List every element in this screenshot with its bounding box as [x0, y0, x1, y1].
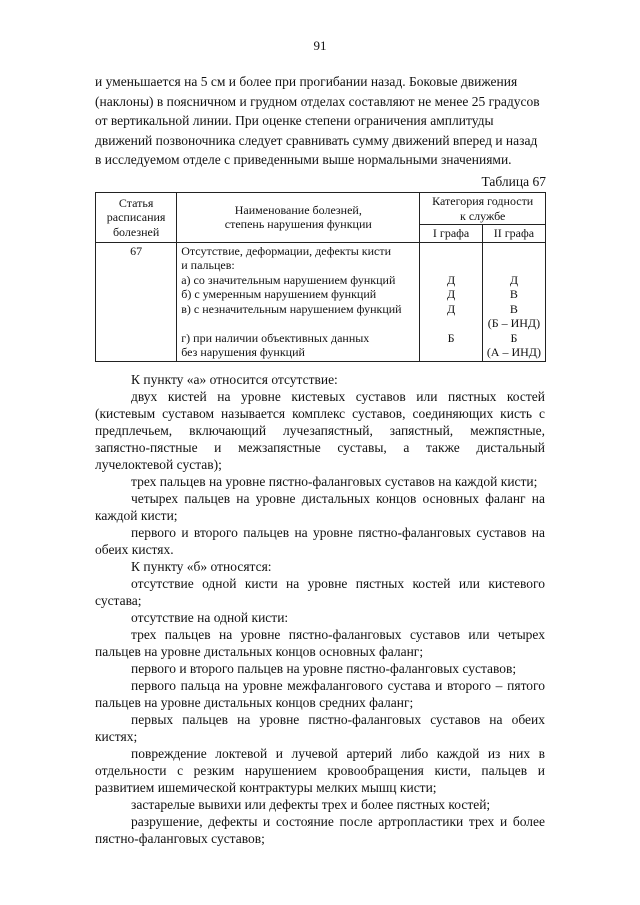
col1-line: [424, 345, 477, 360]
header-category: [420, 193, 546, 225]
col2-line: В: [509, 287, 518, 301]
col1-line: [424, 258, 477, 273]
intro-line: (наклоны) в поясничном и грудном отделах составляют не менее 25 градусов: [95, 93, 540, 109]
table-caption: Таблица 67: [481, 174, 546, 189]
header-article-line: Статья: [118, 195, 154, 210]
paragraph: разрушение, дефекты и состояние после артропластики трех и более пястно-фаланговых суставов;: [95, 814, 545, 846]
header-article-line: расписания: [106, 210, 166, 224]
header-name: [177, 193, 420, 243]
header-category-line: Категория годности: [432, 194, 534, 208]
col1-line: [424, 244, 477, 259]
table-row: [96, 242, 546, 361]
body-text: [95, 371, 545, 847]
header-article-line: болезней: [112, 224, 160, 239]
paragraph: трех пальцев на уровне пястно-фаланговых суставов на каждой кисти;: [131, 474, 538, 489]
cell-col1: [420, 242, 482, 361]
intro-line: движений позвоночника следует сравнивать сумму движений вперед и назад: [95, 132, 538, 148]
intro-line: от вертикальной линии. При оценке степени ограничения амплитуды: [95, 113, 494, 128]
name-line: Отсутствие, деформации, дефекты кисти: [181, 243, 392, 258]
paragraph: отсутствие на одной кисти:: [131, 610, 289, 625]
paragraph: повреждение локтевой и лучевой артерий либо каждой из них в отдельности с резким нарушением кровообращения кисти, пальцев и развитием ишемической контрактуры мелких мышц кисти;: [95, 746, 545, 795]
col1-line: Д: [447, 287, 456, 301]
col1-line: Б: [447, 330, 455, 345]
name-line: и пальцев:: [181, 258, 235, 272]
col1-line: Д: [447, 272, 456, 287]
header-category-line: к службе: [459, 208, 506, 223]
paragraph: четырех пальцев на уровне дистальных концов основных фаланг на каждой кисти;: [95, 491, 545, 523]
name-line: [181, 316, 415, 331]
intro-line: в исследуемом отделе с приведенными выше нормальными значениями.: [95, 152, 512, 167]
col2-line: (Б – ИНД): [487, 316, 541, 330]
cell-col2: [482, 242, 545, 361]
col2-line: [487, 244, 541, 259]
name-line: в) с незначительным нарушением функций: [181, 301, 402, 316]
paragraph: первых пальцев на уровне пястно-фаланговых суставов на обеих кистях;: [95, 712, 545, 744]
col2-line: Д: [509, 272, 518, 287]
intro-paragraph: [95, 72, 545, 170]
paragraph: первого и второго пальцев на уровне пястно-фаланговых суставов;: [131, 661, 517, 676]
page-number: 91: [313, 38, 327, 53]
paragraph: первого и второго пальцев на уровне пястно-фаланговых суставов на обеих кистях.: [95, 525, 545, 557]
col1-line: Д: [447, 301, 456, 316]
header-article: [96, 193, 177, 243]
table-67: [95, 192, 546, 362]
header-col1: I графа: [420, 225, 482, 243]
header-name-line: Наименование болезней,: [234, 202, 362, 217]
name-line: б) с умеренным нарушением функций: [181, 287, 377, 301]
paragraph: застарелые вывихи или дефекты трех и более пястных костей;: [131, 797, 491, 812]
paragraph: трех пальцев на уровне пястно-фаланговых суставов или четырех пальцев на уровне дистальных концов основных фаланг;: [95, 627, 545, 659]
col2-line: Б: [510, 330, 518, 345]
name-line: без нарушения функций: [181, 345, 305, 359]
paragraph: К пункту «а» относится отсутствие:: [131, 372, 338, 387]
header-col2: II графа: [482, 225, 545, 243]
header-name-line: степень нарушения функции: [224, 217, 372, 232]
paragraph: отсутствие одной кисти на уровне пястных костей или кистевого сустава;: [95, 576, 545, 608]
paragraph: первого пальца на уровне межфалангового сустава и второго – пятого пальцев на уровне дистальных концов средних фаланг;: [95, 678, 545, 710]
name-line: а) со значительным нарушением функций: [181, 272, 396, 287]
paragraph: К пункту «б» относятся:: [131, 559, 272, 574]
paragraph: двух кистей на уровне кистевых суставов или пястных костей (кистевым суставом называется комплекс суставов, соединяющих кисть с предплечьем, включающий лучезапястный, запястный, межпястные, запястно-пястные и межзапястные суставы, а также дистальный лучелоктевой сустав);: [95, 389, 545, 472]
intro-line: и уменьшается на 5 см и более при прогибании назад. Боковые движения: [95, 74, 518, 89]
col2-line: (А – ИНД): [486, 345, 541, 359]
cell-name: [177, 242, 420, 361]
cell-article: 67: [96, 242, 177, 361]
col2-line: В: [509, 301, 518, 316]
col2-line: [487, 258, 541, 273]
name-line: г) при наличии объективных данных: [181, 330, 370, 345]
col1-line: [424, 316, 477, 331]
